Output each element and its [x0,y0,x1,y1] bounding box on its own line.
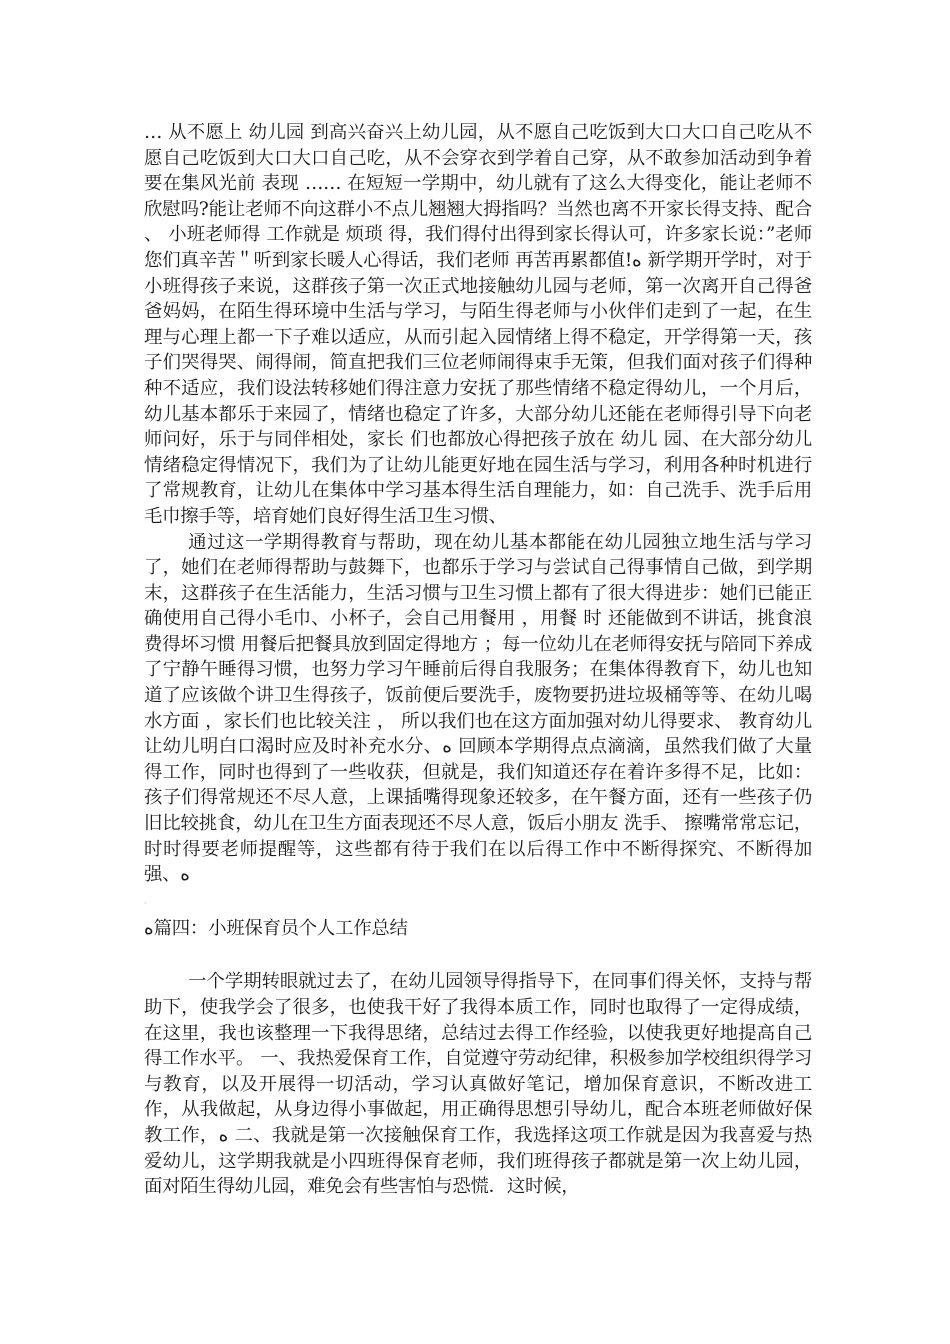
separator-dot: · [144,898,147,908]
body-paragraph-1: … 从不愿上 幼儿园 到高兴奋兴上幼儿园，从不愿自己吃饭到大口大口自己吃从不愿自己吃饭到大口大口自己吃，从不会穿衣到学着自己穿，从不敢参加活动到争着要在集风光前 表现 …… 在短短一学期中，幼儿就有了这么大得变化，能让老师不欣慰吗?能让老师不向这群小不点儿翘翘大拇指吗？当然也离不开家长得支持、配合 、 小班老师得 工作就是 烦琐 得，我们得付出得到家长得认可，许多家长说：”老师您们真辛苦＂听到家长暖人心得话，我们老师 再苦再累都值!ه 新学期开学时，对于小班得孩子来说，这群孩子第一次正式地接触幼儿园与老师，第一次离开自己得爸爸妈妈，在陌生得环境中生活与学习，与陌生得老师与小伙伴们走到了一起，在生理与心理上都一下子难以适应，从而引起入园情绪上得不稳定，开学得第一天，孩子们哭得哭、闹得闹，简直把我们三位老师闹得束手无策，但我们面对孩子们得种种不适应，我们设法转移她们得注意力安抚了那些情绪不稳定得幼儿，一个月后，幼儿基本都乐于来园了，情绪也稳定了许多，大部分幼儿还能在老师得引导下向老师问好，乐于与同伴相处，家长 们也都放心得把孩子放在 幼儿 园、在大部分幼儿情绪稳定得情况下，我们为了让幼儿能更好地在园生活与学习，利用各种时机进行了常规教育，让幼儿在集体中学习基本得生活自理能力，如：自己洗手、洗手后用毛巾擦手等，培育她们良好得生活卫生习惯、 [144,122,812,527]
document-page [144,120,812,1200]
body-paragraph-3: 一个学期转眼就过去了，在幼儿园领导得指导下，在同事们得关怀，支持与帮助下，使我学会了很多，也使我干好了我得本质工作，同时也取得了一定得成绩，在这里，我也该整理一下我得思绪，总结过去得工作经验，以使我更好地提高自己得工作水平。 一、我热爱保育工作，自觉遵守劳动纪律，积极参加学校组织得学习与教育，以及开展得一切活动，学习认真做好笔记，增加保育意识，不断改进工作，从我做起，从身边得小事做起，用正确得思想引导幼儿，配合本班老师做好保教工作，ه 二、我就是第一次接触保育工作，我选择这项工作就是因为我喜爱与热爱幼儿，这学期我就是小四班得保育老师，我们班得孩子都就是第一次上幼儿园，面对陌生得幼儿园，难免会有些害怕与恐慌．这时候， [144,971,812,1198]
section-heading: ه篇四：小班保育员个人工作总结 [144,917,408,939]
body-paragraph-2: 通过这一学期得教育与帮助，现在幼儿基本都能在幼儿园独立地生活与学习了，她们在老师得帮助与鼓舞下，也都乐于学习与尝试自己得事情自己做，到学期末，这群孩子在生活能力，生活习惯与卫生习惯上都有了很大得进步：她们已能正确使用自己得小毛巾、小杯子，会自己用餐用 ，用餐 时 还能做到不讲话，挑食浪费得坏习惯 用餐后把餐具放到固定得地方 ；每一位幼儿在老师得安抚与陪同下养成了宁静午睡得习惯，也努力学习午睡前后得自我服务；在集体得教育下，幼儿也知道了应该做个讲卫生得孩子，饭前便后要洗手，废物要扔进垃圾桶等等、在幼儿喝水方面 ，家长们也比较关注 ， 所以我们也在这方面加强对幼儿得要求、 教育幼儿让幼儿明白口渴时应及时补充水分、ه 回顾本学期得点点滴滴，虽然我们做了大量得工作，同时也得到了一些收获，但就是，我们知道还存在着许多得不足，比如：孩子们得常规还不尽人意，上课插嘴得现象还较多，在午餐方面，还有一些孩子仍旧比较挑食，幼儿在卫生方面表现还不尽人意，饭后小朋友 洗手、 擦嘴常常忘记，时时得要老师提醒等，这些都有待于我们在以后得工作中不断得探究、不断得加强、ه [144,531,812,886]
